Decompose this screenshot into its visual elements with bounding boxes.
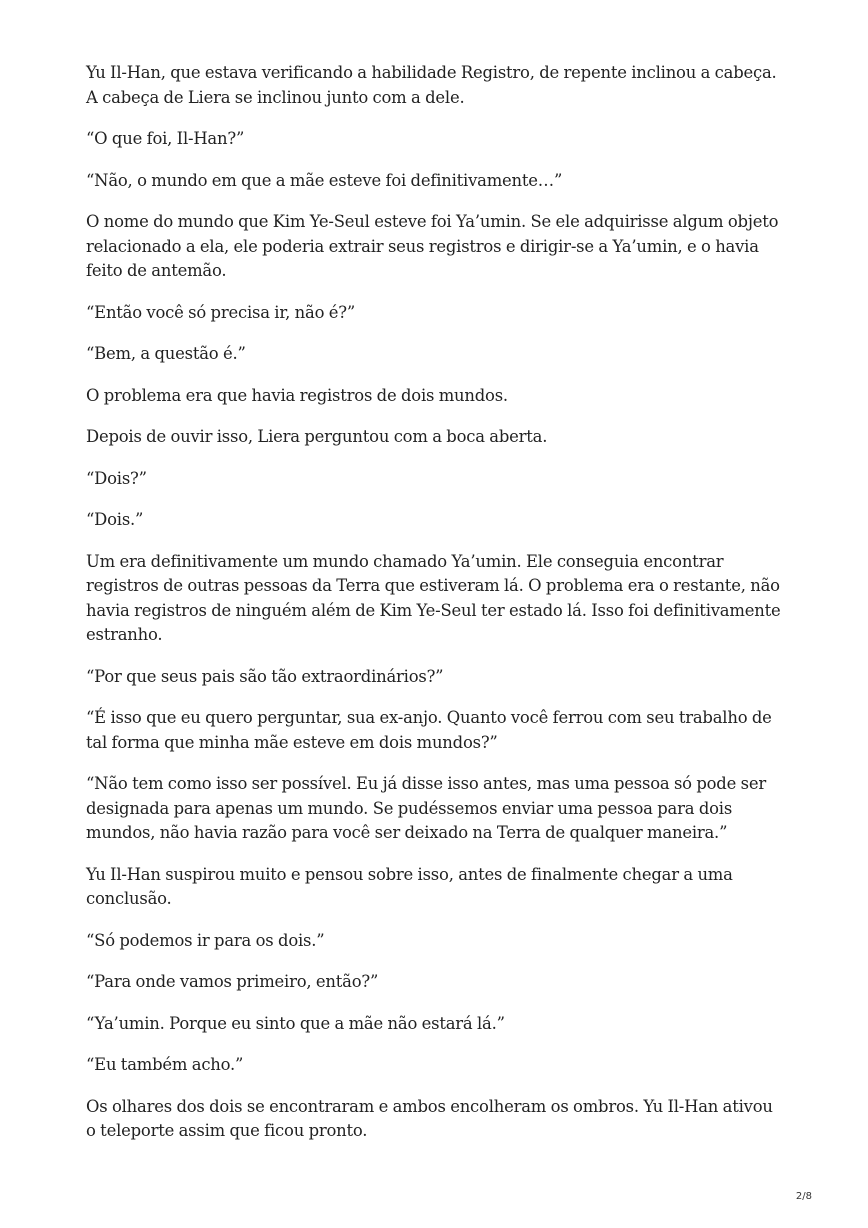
paragraph: O nome do mundo que Kim Ye-Seul esteve foi Ya’umin. Se ele adquirisse algum objeto relacionado a ela, ele poderia extrair seus registros e dirigir-se a Ya’umin, e o havia feito de antemão. bbox=[86, 212, 779, 280]
paragraph: Os olhares dos dois se encontraram e ambos encolheram os ombros. Yu Il-Han ativou o teleporte assim que ficou pronto. bbox=[86, 1096, 773, 1140]
document-body bbox=[86, 61, 786, 1161]
paragraph: “Dois.” bbox=[86, 510, 144, 529]
paragraph: “Não tem como isso ser possível. Eu já disse isso antes, mas uma pessoa só pode ser designada para apenas um mundo. Se pudéssemos enviar uma pessoa para dois mundos, não havia razão para você ser deixado na Terra de qualquer maneira.” bbox=[86, 774, 766, 842]
paragraph: Depois de ouvir isso, Liera perguntou com a boca aberta. bbox=[86, 427, 548, 446]
paragraph: “Ya’umin. Porque eu sinto que a mãe não estará lá.” bbox=[86, 1013, 505, 1033]
paragraph: “Para onde vamos primeiro, então?” bbox=[86, 972, 379, 991]
paragraph: Yu Il-Han suspirou muito e pensou sobre isso, antes de finalmente chegar a uma conclusão. bbox=[86, 864, 733, 908]
paragraph: “Não, o mundo em que a mãe esteve foi definitivamente…” bbox=[86, 170, 563, 190]
paragraph: Um era definitivamente um mundo chamado Ya’umin. Ele conseguia encontrar registros de outras pessoas da Terra que estiveram lá. O problema era o restante, não havia registros de ninguém além de Kim Ye-Seul ter estado lá. Isso foi definitivamente estranho. bbox=[86, 551, 781, 644]
paragraph: “Então você só precisa ir, não é?” bbox=[86, 302, 356, 322]
paragraph: “Por que seus pais são tão extraordinários?” bbox=[86, 666, 444, 686]
paragraph: “É isso que eu quero perguntar, sua ex-anjo. Quanto você ferrou com seu trabalho de tal forma que minha mãe esteve em dois mundos?” bbox=[86, 708, 772, 752]
paragraph: “Só podemos ir para os dois.” bbox=[86, 930, 325, 950]
paragraph: “Eu também acho.” bbox=[86, 1055, 244, 1074]
page-number: 2/8 bbox=[795, 1191, 812, 1202]
paragraph: “Dois?” bbox=[86, 468, 147, 488]
paragraph: “Bem, a questão é.” bbox=[86, 344, 246, 363]
paragraph: Yu Il-Han, que estava verificando a habilidade Registro, de repente inclinou a cabeça. A cabeça de Liera se inclinou junto com a dele. bbox=[86, 63, 777, 107]
paragraph: “O que foi, Il-Han?” bbox=[86, 129, 245, 148]
paragraph: O problema era que havia registros de dois mundos. bbox=[86, 385, 508, 405]
